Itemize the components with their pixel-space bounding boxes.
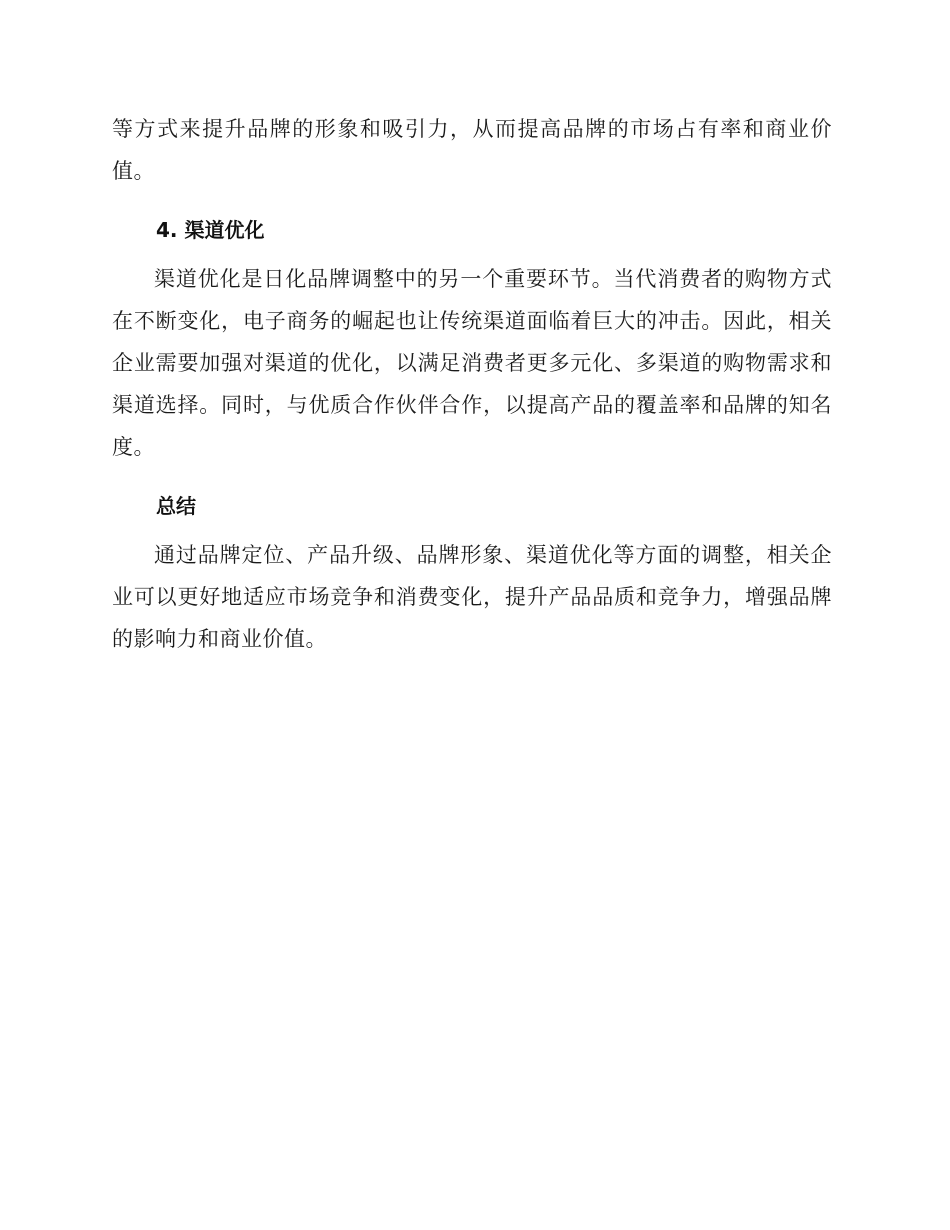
spacer [112,468,832,476]
document-body [112,108,832,660]
continuation-paragraph: 等方式来提升品牌的形象和吸引力，从而提高品牌的市场占有率和商业价值。 [112,117,832,183]
section-4-paragraph: 渠道优化是日化品牌调整中的另一个重要环节。当代消费者的购物方式在不断变化，电子商务的崛起也让传统渠道面临着巨大的冲击。因此，相关企业需要加强对渠道的优化，以满足消费者更多元化、多渠道的购物需求和渠道选择。同时，与优质合作伙伴合作，以提高产品的覆盖率和品牌的知名度。 [112,267,832,459]
summary-paragraph: 通过品牌定位、产品升级、品牌形象、渠道优化等方面的调整，相关企业可以更好地适应市场竞争和消费变化，提升产品品质和竞争力，增强品牌的影响力和商业价值。 [112,543,832,651]
section-4-heading: 4. 渠道优化 [156,218,265,242]
spacer [112,192,832,200]
summary-heading: 总结 [156,494,196,518]
